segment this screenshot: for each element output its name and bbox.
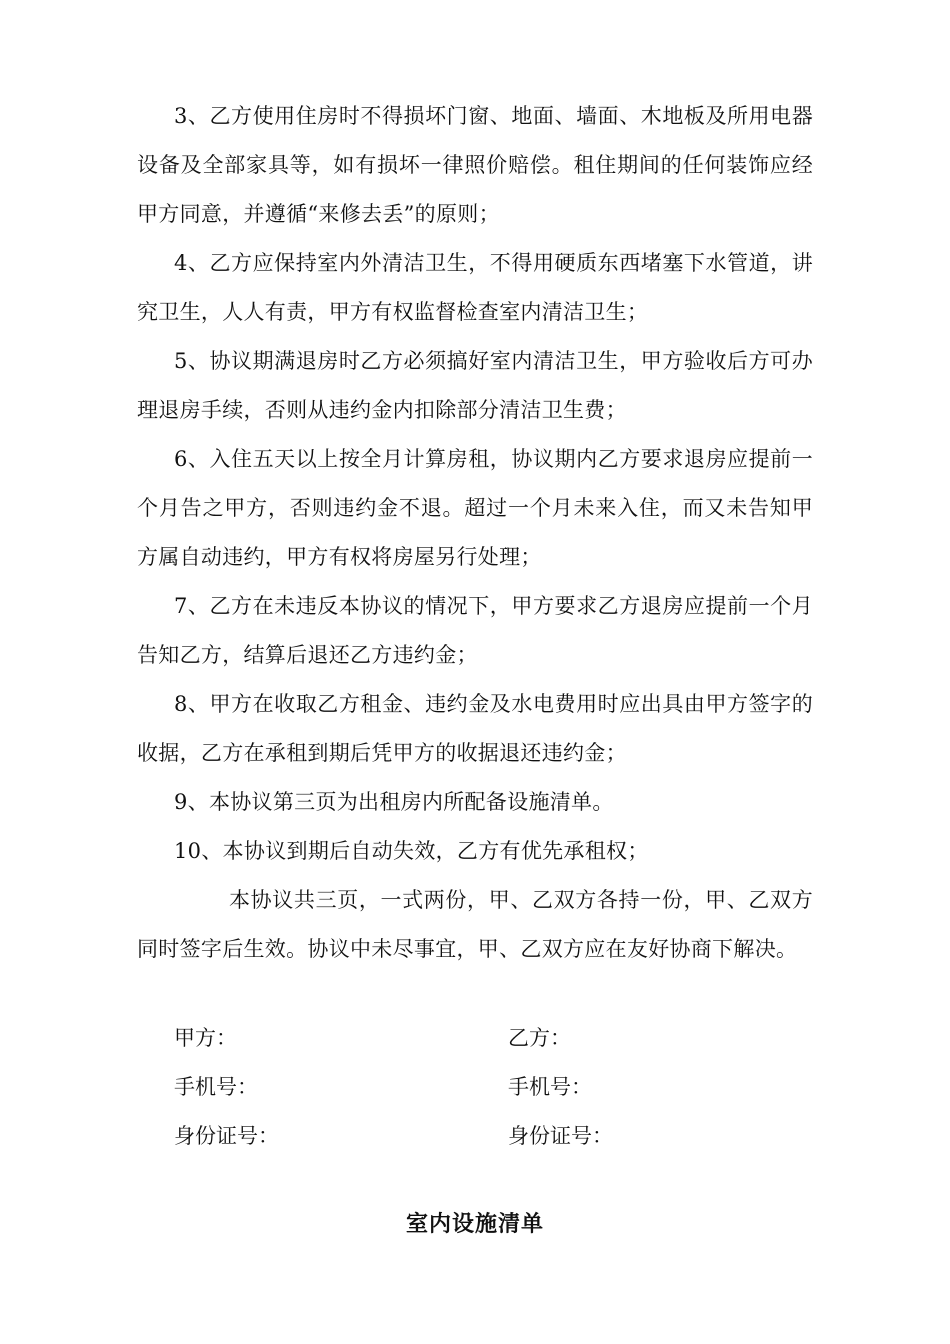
clause-10: 10、本协议到期后自动失效，乙方有优先承租权； [174, 839, 649, 863]
clause-4: 4、乙方应保持室内外清洁卫生，不得用硬质东西堵塞下水管道，讲究卫生，人人有责，甲方有权监督检查室内清洁卫生； [137, 251, 813, 324]
party-b-phone-label: 手机号： [508, 1074, 592, 1099]
signature-row-phone [174, 1061, 814, 1110]
signature-block [174, 1012, 814, 1159]
signature-row-id [174, 1110, 814, 1159]
party-a-id-label: 身份证号： [174, 1123, 279, 1148]
closing-paragraph: 本协议共三页，一式两份，甲、乙双方各持一份，甲、乙双方同时签字后生效。协议中未尽事宜，甲、乙双方应在友好协商下解决。 [137, 888, 813, 961]
clause-8: 8、甲方在收取乙方租金、违约金及水电费用时应出具由甲方签字的收据，乙方在承租到期后凭甲方的收据退还违约金； [137, 692, 813, 765]
clause-5: 5、协议期满退房时乙方必须搞好室内清洁卫生，甲方验收后方可办理退房手续，否则从违约金内扣除部分清洁卫生费； [137, 349, 813, 422]
clause-7: 7、乙方在未违反本协议的情况下，甲方要求乙方退房应提前一个月告知乙方，结算后退还乙方违约金； [137, 594, 813, 667]
party-b-label: 乙方： [508, 1025, 571, 1050]
clause-9: 9、本协议第三页为出租房内所配备设施清单。 [174, 790, 614, 814]
party-b-id-label: 身份证号： [508, 1123, 613, 1148]
agreement-clauses [137, 92, 813, 974]
facilities-list-title: 室内设施清单 [405, 1211, 544, 1237]
party-a-label: 甲方： [174, 1025, 237, 1050]
clause-6: 6、入住五天以上按全月计算房租，协议期内乙方要求退房应提前一个月告之甲方，否则违约金不退。超过一个月未来入住，而又未告知甲方属自动违约，甲方有权将房屋另行处理； [137, 447, 813, 569]
party-a-phone-label: 手机号： [174, 1074, 258, 1099]
clause-3: 3、乙方使用住房时不得损坏门窗、地面、墙面、木地板及所用电器设备及全部家具等，如有损坏一律照价赔偿。租住期间的任何装饰应经甲方同意，并遵循“来修去丢”的原则； [137, 104, 813, 226]
signature-row-party [174, 1012, 814, 1061]
